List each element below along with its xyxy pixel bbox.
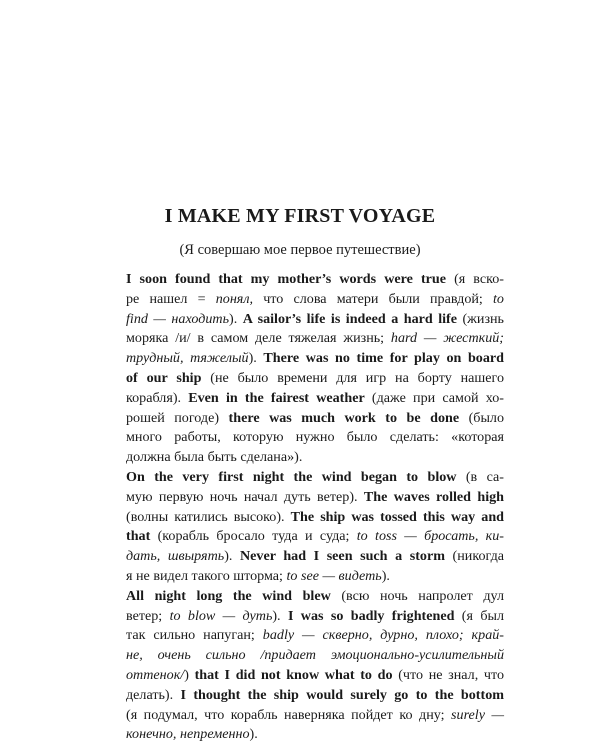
english-text: that xyxy=(126,528,151,545)
text-line xyxy=(104,666,504,686)
translation-text: ). xyxy=(229,310,243,327)
translation-text: ). xyxy=(272,607,288,624)
translation-text: так сильно напуган; xyxy=(126,627,263,644)
gloss-text: не, очень сильно /придает эмоционально-усилительный xyxy=(126,647,504,664)
gloss-text: to toss — бросать, ки- xyxy=(356,528,504,545)
text-line xyxy=(104,270,504,290)
text-line xyxy=(104,329,504,349)
text-line xyxy=(104,389,504,409)
text-line xyxy=(104,527,504,547)
text-line xyxy=(104,448,504,468)
english-text: there was much work to be done xyxy=(228,409,460,426)
text-line xyxy=(104,409,504,429)
english-text: There was no time for play on board xyxy=(263,350,504,367)
gloss-text: find — находить xyxy=(126,310,229,327)
gloss-text: to see — видеть xyxy=(286,567,382,584)
gloss-text: трудный, тяжелый xyxy=(126,350,249,367)
text-line xyxy=(104,428,504,448)
text-line xyxy=(104,646,504,666)
english-text: The ship was tossed this way and xyxy=(290,508,504,525)
translation-text: корабля). xyxy=(126,389,189,406)
text-line xyxy=(104,369,504,389)
translation-text: рошей погоде) xyxy=(126,409,229,426)
gloss-text: дать, швырять xyxy=(126,548,225,565)
english-text: of our ship xyxy=(126,369,202,386)
translation-text: (волны катились высоко). xyxy=(126,508,291,525)
paragraph xyxy=(104,587,504,745)
text-line xyxy=(104,626,504,646)
gloss-text: конечно, непременно xyxy=(126,726,250,743)
gloss-text: to blow — дуть xyxy=(169,607,273,624)
chapter-body xyxy=(104,270,504,745)
translation-text: (даже при самой хо- xyxy=(364,389,504,406)
translation-text: (никогда xyxy=(444,548,505,565)
text-line xyxy=(104,310,504,330)
translation-text: (было xyxy=(459,409,505,426)
translation-text: ). xyxy=(248,350,264,367)
text-line xyxy=(104,725,504,745)
translation-text: (жизнь xyxy=(456,310,504,327)
text-line xyxy=(104,607,504,627)
gloss-text: to xyxy=(493,290,504,307)
translation-text: (я вско- xyxy=(446,271,504,287)
english-text: I thought the ship would surely go to the bottom xyxy=(180,686,504,703)
text-line xyxy=(104,567,504,587)
english-text: On the very first night the wind began to blow xyxy=(126,468,457,485)
translation-text: (всю ночь напролет дул xyxy=(330,587,504,604)
translation-text: (я подумал, что корабль наверняка пойдет ко дну; xyxy=(126,706,452,723)
text-line xyxy=(104,547,504,567)
text-line xyxy=(104,508,504,528)
text-line xyxy=(104,706,504,726)
translation-text: много работы, которую нужно было сделать: «которая xyxy=(126,429,504,446)
translation-text: (я был xyxy=(454,607,504,624)
english-text: All night long the wind blew xyxy=(126,587,331,604)
english-text: A sailor’s life is indeed a hard life xyxy=(242,310,457,327)
chapter-subtitle: (Я совершаю мое первое путешествие) xyxy=(179,242,421,258)
translation-text: (корабль бросало туда и суда; xyxy=(150,528,357,545)
text-line xyxy=(104,468,504,488)
english-text: Even in the fairest weather xyxy=(188,389,365,406)
translation-text: (не было времени для игр на борту нашего xyxy=(201,369,505,386)
english-text: Never had I seen such a storm xyxy=(240,548,445,565)
translation-text: мую первую ночь начал дуть ветер). xyxy=(126,488,364,505)
translation-text: (что не знал, что xyxy=(392,666,505,683)
translation-text: моряка /и/ в самом деле тяжелая жизнь; xyxy=(126,330,391,347)
translation-text: я не видел такого шторма; xyxy=(126,567,287,584)
text-line xyxy=(104,290,504,310)
translation-text: должна была быть сделана»). xyxy=(126,449,303,466)
gloss-text: surely — xyxy=(451,706,504,723)
translation-text: ). xyxy=(224,548,240,565)
english-text: I soon found that my mother’s words were true xyxy=(126,271,446,287)
translation-text: делать). xyxy=(126,686,181,703)
translation-text: ). xyxy=(381,567,390,584)
translation-text: (в са- xyxy=(456,468,504,485)
translation-text: что слова матери были правдой; xyxy=(253,290,494,307)
gloss-text: badly — скверно, дурно, плохо; край- xyxy=(262,627,504,644)
translation-text: ре нашел = xyxy=(126,290,216,307)
translation-text: ветер; xyxy=(126,607,170,624)
translation-text: ) xyxy=(184,666,195,683)
english-text: I was so badly frightened xyxy=(287,607,455,624)
text-line xyxy=(104,686,504,706)
gloss-text: hard — жесткий; xyxy=(390,330,504,347)
english-text: that I did not know what to do xyxy=(194,666,393,683)
paragraph xyxy=(104,270,504,468)
gloss-text: понял, xyxy=(215,290,254,307)
translation-text: ). xyxy=(249,726,258,743)
chapter-title: I MAKE MY FIRST VOYAGE xyxy=(164,205,436,227)
english-text: The waves rolled high xyxy=(363,488,504,505)
text-line xyxy=(104,349,504,369)
paragraph xyxy=(104,468,504,587)
text-line xyxy=(104,488,504,508)
text-line xyxy=(104,587,504,607)
gloss-text: оттенок/ xyxy=(126,666,185,683)
